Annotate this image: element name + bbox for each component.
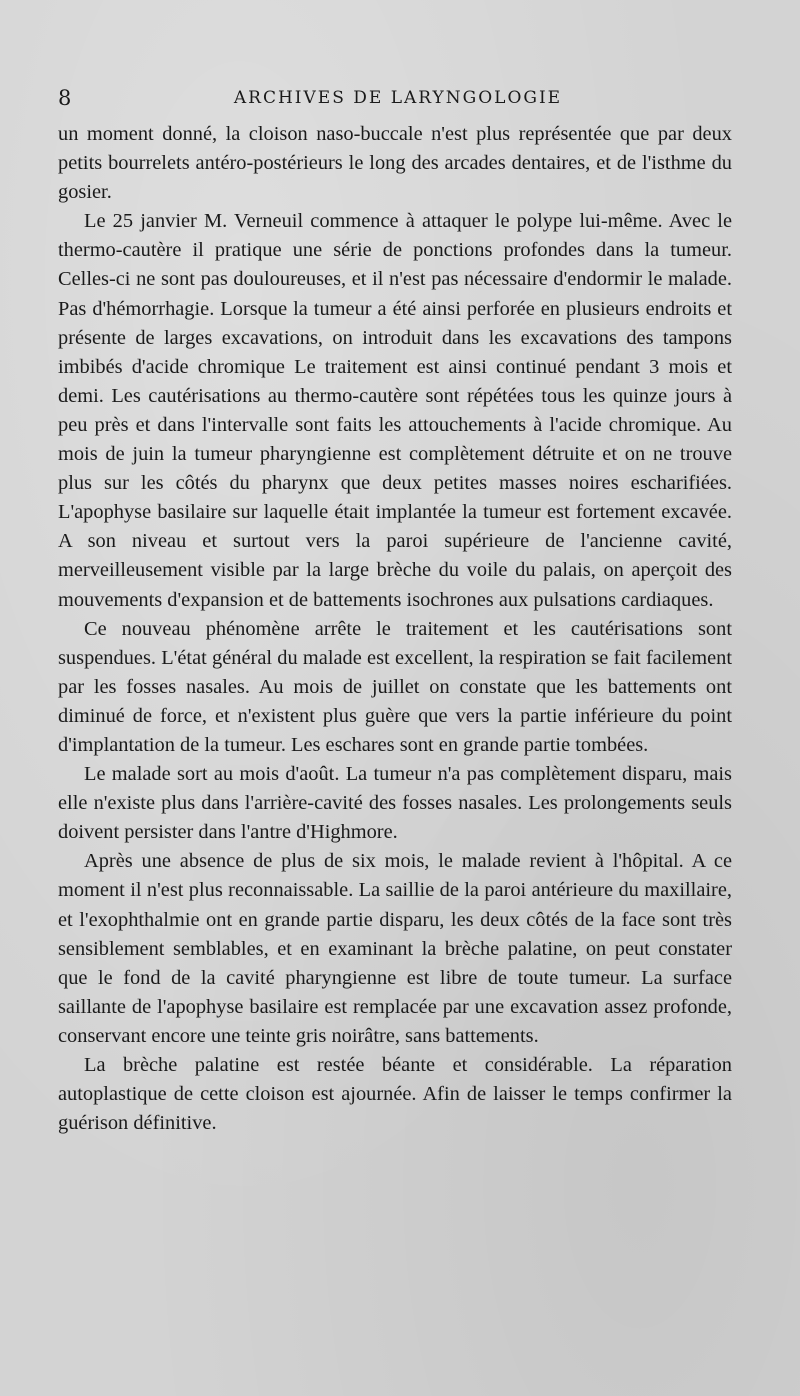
journal-title: ARCHIVES DE LARYNGOLOGIE bbox=[233, 88, 563, 108]
paragraph-5: Après une absence de plus de six mois, le malade revient à l'hôpital. A ce moment il n'est plus reconnaissable. La saillie de la paroi antérieure du maxillaire, et l'exophthalmie ont en grande partie disparu, les deux côtés de la face sont très sensiblement semblables, et en examinant la brèche palatine, on peut constater que le fond de la cavité pharyngienne est libre de toute tumeur. La surface saillante de l'apophyse basilaire est remplacée par une excavation assez profonde, conservant encore une teinte gris noirâtre, sans battements. bbox=[58, 850, 732, 1047]
paragraph-2: Le 25 janvier M. Verneuil commence à attaquer le polype lui-même. Avec le thermo-cautère il pratique une série de ponctions profondes dans la tumeur. Celles-ci ne sont pas douloureuses, et il n'est pas nécessaire d'endormir le malade. Pas d'hémorrhagie. Lorsque la tumeur a été ainsi perforée en plusieurs endroits et présente de larges excavations, on introduit dans les excavations des tampons imbibés d'acide chromique Le traitement est ainsi continué pendant 3 mois et demi. Les cautérisations au thermo-cautère sont répétées tous les quinze jours à peu près et dans l'intervalle sont faits les attouchements à l'acide chromique. Au mois de juin la tumeur pharyngienne est complètement détruite et on ne trouve plus sur les côtés du pharynx que deux petites masses noires escharifiées. L'apophyse basilaire sur laquelle était implantée la tumeur est fortement excavée. A son niveau et surtout vers la paroi supérieure de l'ancienne cavité, merveilleusement visible par la large brèche du voile du palais, on aperçoit des mouvements d'expansion et de battements isochrones aux pulsations cardiaques. bbox=[58, 210, 732, 611]
paragraph-1: un moment donné, la cloison naso-buccale n'est plus représentée que par deux petits bourrelets antéro-postérieurs le long des arcades dentaires, et de l'isthme du gosier. bbox=[58, 123, 732, 204]
body-text bbox=[58, 120, 732, 1138]
paragraph-6: La brèche palatine est restée béante et considérable. La réparation autoplastique de cette cloison est ajournée. Afin de laisser le temps confirmer la guérison définitive. bbox=[58, 1054, 732, 1135]
page-number: 8 bbox=[58, 86, 72, 110]
paragraph-4: Le malade sort au mois d'août. La tumeur n'a pas complètement disparu, mais elle n'existe plus dans l'arrière-cavité des fosses nasales. Les prolongements seuls doivent persister dans l'antre d'Highmore. bbox=[58, 763, 732, 844]
running-head bbox=[58, 86, 738, 116]
paragraph-3: Ce nouveau phénomène arrête le traitement et les cautérisations sont suspendues. L'état général du malade est excellent, la respiration se fait facilement par les fosses nasales. Au mois de juillet on constate que les battements ont diminué de force, et n'existent plus guère que vers la partie inférieure du point d'implantation de la tumeur. Les eschares sont en grande partie tombées. bbox=[58, 617, 732, 756]
